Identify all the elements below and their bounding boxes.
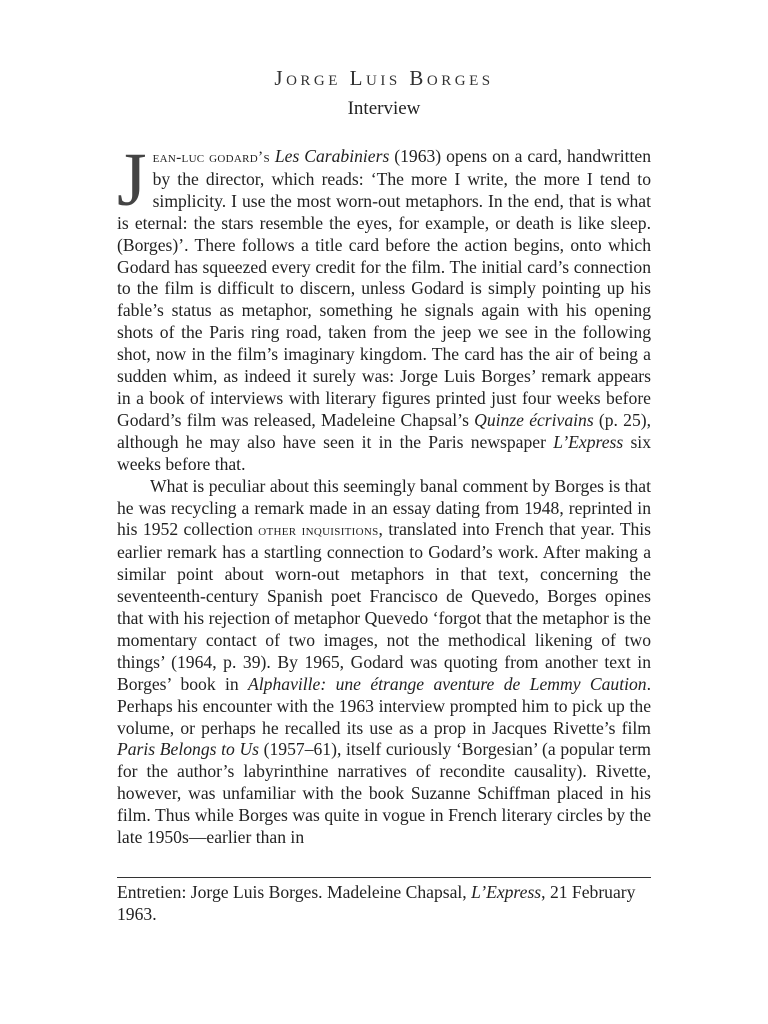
text-run: (1957–61), itself curiously ‘Borgesian’ (a popular term for the author’s labyrinthine narratives of recondite causality). Rivette, however, was unfamiliar with the book Suzanne Schiffman placed in his film. Thus while Borges was quite in vogue in French literary circles by the late 1950s—earlier than in — [117, 739, 651, 848]
footnote-divider — [117, 877, 651, 878]
book-title: Quinze écrivains — [474, 409, 594, 430]
newspaper-title: L’Express — [553, 431, 624, 452]
text-run: Entretien: Jorge Luis Borges. Madeleine Chapsal, — [117, 882, 472, 902]
newspaper-title: L’Express — [471, 882, 542, 902]
film-title: Paris Belongs to Us — [117, 739, 259, 760]
film-title: Les Carabiniers — [274, 146, 390, 166]
collection-title-small-caps: other inquisitions — [258, 522, 379, 540]
film-title: Alphaville: une étrange aventure de Lemmy Caution — [248, 673, 647, 694]
lead-small-caps: ean-luc godard’s — [152, 149, 270, 166]
text-run: six weeks before that. — [117, 431, 651, 474]
article-body — [117, 138, 652, 849]
text-run: What is peculiar about this seemingly banal comment by Borges is that he was recycling a remark made in an essay dating from 1948, reprinted in his 1952 collection — [117, 475, 651, 540]
text-run: (1963) opens on a card, handwritten by the director, which reads: ‘The more I write, the more I tend to simplicity. I use the most worn-out metaphors. In the end, that is what is eternal: the stars resemble the eyes, for example, or death is like sleep. (Borges)’. There follows a title card before the action begins, onto which Godard has squeezed every credit for the film. The initial card’s connection to the film is difficult to discern, unless Godard is simply pointing up his fable’s status as metaphor, something he signals again with his opening shots of the Paris ring road, taken from the jeep we see in the following shot, now in the film’s imaginary kingdom. The card has the air of being a sudden whim, as indeed it surely was: Jorge Luis Borges’ remark appears in a book of interviews with literary figures printed just four weeks before Godard’s film was released, Madeleine Chapsal’s — [117, 146, 652, 430]
footnote — [117, 881, 651, 925]
drop-cap: J — [117, 138, 147, 222]
section-subtitle: Interview — [347, 98, 421, 119]
text-run: , 21 February 1963. — [117, 882, 636, 924]
text-run: , translated into French that year. This earlier remark has a startling connection to Godard’s work. After making a similar point about worn-out metaphors in that text, concerning the seventeenth-century Spanish poet Francisco de Quevedo, Borges opines that with his rejection of metaphor Quevedo ‘forgot that the metaphor is the momentary contact of two images, not the methodical likening of two things’ (1964, p. 39). By 1965, Godard was quoting from another text in Borges’ book in — [117, 519, 651, 694]
author-heading: Jorge Luis Borges — [274, 66, 494, 90]
text-run: (p. 25), although he may also have seen it in the Paris newspaper — [117, 409, 652, 452]
paragraph-2 — [117, 476, 651, 849]
text-run: . Perhaps his encounter with the 1963 interview prompted him to pick up the volume, or perhaps he recalled its use as a prop in Jacques Rivette’s film — [117, 673, 651, 738]
paragraph-1 — [117, 138, 652, 476]
